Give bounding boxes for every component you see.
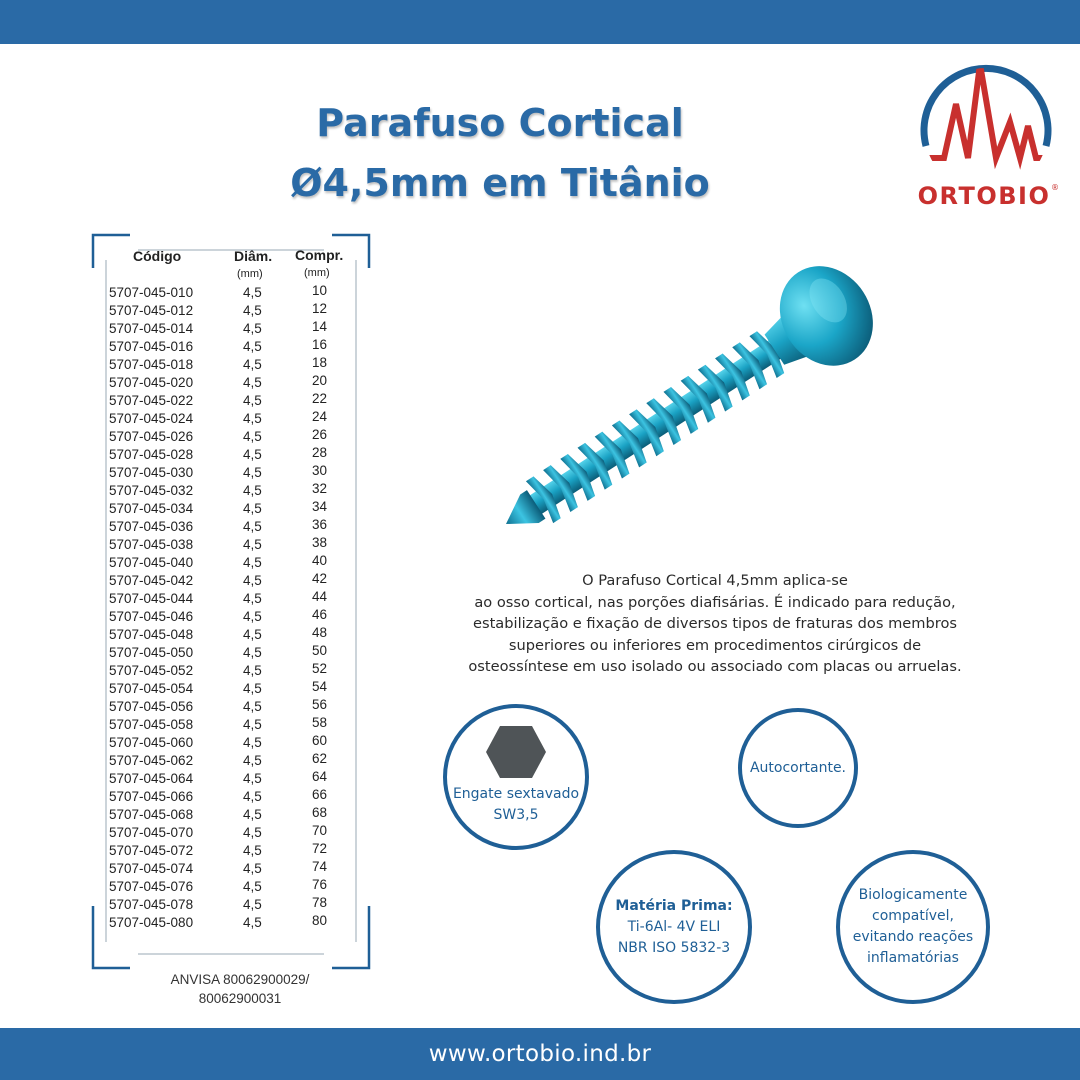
diameter-cell: 4,5 <box>243 321 262 336</box>
diameter-cell: 4,5 <box>243 717 262 732</box>
code-cell: 5707-045-016 <box>109 339 194 354</box>
diameter-cell: 4,5 <box>243 645 262 660</box>
length-cell: 68 <box>312 805 328 820</box>
table-row <box>106 860 356 878</box>
table-row <box>106 608 356 626</box>
code-cell: 5707-045-062 <box>109 753 194 768</box>
header-diameter: Diâm. <box>234 248 273 264</box>
diameter-cell: 4,5 <box>243 339 262 354</box>
table-row <box>106 896 356 914</box>
diameter-cell: 4,5 <box>243 735 262 750</box>
hexagon-icon <box>485 724 547 780</box>
code-cell: 5707-045-034 <box>109 501 194 516</box>
length-cell: 14 <box>312 319 328 334</box>
feature-bio-line1: Biologicamente <box>858 887 968 903</box>
code-cell: 5707-045-056 <box>109 699 194 714</box>
diameter-cell: 4,5 <box>243 591 262 606</box>
feature-material-alloy: Ti-6Al- 4V ELI <box>627 918 721 935</box>
registered-mark: ® <box>1051 183 1059 192</box>
code-cell: 5707-045-048 <box>109 627 194 642</box>
code-cell: 5707-045-076 <box>109 879 194 894</box>
length-cell: 44 <box>312 589 328 604</box>
code-cell: 5707-045-060 <box>109 735 194 750</box>
length-cell: 30 <box>312 463 328 478</box>
diameter-cell: 4,5 <box>243 375 262 390</box>
diameter-cell: 4,5 <box>243 771 262 786</box>
code-cell: 5707-045-068 <box>109 807 194 822</box>
length-cell: 66 <box>312 787 328 802</box>
diameter-cell: 4,5 <box>243 411 262 426</box>
diameter-cell: 4,5 <box>243 681 262 696</box>
table-row <box>106 464 356 482</box>
table-row <box>106 356 356 374</box>
diameter-cell: 4,5 <box>243 429 262 444</box>
diameter-cell: 4,5 <box>243 555 262 570</box>
table-row <box>106 824 356 842</box>
feature-self-tapping <box>738 708 858 828</box>
footer-banner <box>0 1028 1080 1080</box>
length-cell: 28 <box>312 445 328 460</box>
table-row <box>106 626 356 644</box>
table-row <box>106 590 356 608</box>
diameter-cell: 4,5 <box>243 447 262 462</box>
page-title-line2: Ø4,5mm em Titânio <box>290 161 710 205</box>
code-cell: 5707-045-022 <box>109 393 194 408</box>
feature-bio-line4: inflamatórias <box>867 950 959 966</box>
code-cell: 5707-045-026 <box>109 429 194 444</box>
table-row <box>106 644 356 662</box>
code-cell: 5707-045-070 <box>109 825 194 840</box>
table-row <box>106 428 356 446</box>
diameter-cell: 4,5 <box>243 897 262 912</box>
header-diameter-unit: (mm) <box>237 268 263 280</box>
table-row <box>106 806 356 824</box>
code-cell: 5707-045-036 <box>109 519 194 534</box>
table-row <box>106 662 356 680</box>
description-line4: superiores ou inferiores em procedimentos cirúrgicos de <box>508 636 922 654</box>
table-row <box>106 446 356 464</box>
table-row <box>106 878 356 896</box>
length-cell: 54 <box>312 679 328 694</box>
table-row <box>106 770 356 788</box>
product-description <box>450 570 980 678</box>
code-cell: 5707-045-042 <box>109 573 194 588</box>
table-row <box>106 410 356 428</box>
code-cell: 5707-045-044 <box>109 591 194 606</box>
diameter-cell: 4,5 <box>243 537 262 552</box>
table-row <box>106 554 356 572</box>
diameter-cell: 4,5 <box>243 789 262 804</box>
diameter-cell: 4,5 <box>243 825 262 840</box>
diameter-cell: 4,5 <box>243 663 262 678</box>
diameter-cell: 4,5 <box>243 627 262 642</box>
header-code: Código <box>133 248 182 264</box>
diameter-cell: 4,5 <box>243 303 262 318</box>
table-row <box>106 500 356 518</box>
length-cell: 32 <box>312 481 328 496</box>
code-cell: 5707-045-080 <box>109 915 194 930</box>
table-row <box>106 788 356 806</box>
table-row <box>106 734 356 752</box>
diameter-cell: 4,5 <box>243 843 262 858</box>
length-cell: 62 <box>312 751 328 766</box>
diameter-cell: 4,5 <box>243 501 262 516</box>
diameter-cell: 4,5 <box>243 573 262 588</box>
length-cell: 12 <box>312 301 328 316</box>
page-title-line1: Parafuso Cortical <box>316 101 684 145</box>
description-line3: estabilização e fixação de diversos tipos de fraturas dos membros <box>473 615 957 633</box>
code-cell: 5707-045-054 <box>109 681 194 696</box>
code-cell: 5707-045-028 <box>109 447 194 462</box>
table-row <box>106 680 356 698</box>
length-cell: 34 <box>312 499 328 514</box>
code-cell: 5707-045-074 <box>109 861 194 876</box>
code-cell: 5707-045-032 <box>109 483 194 498</box>
logo-text: ORTOBIO <box>917 182 1051 210</box>
description-line2: ao osso cortical, nas porções diafisárias. É indicado para redução, <box>474 593 956 611</box>
code-cell: 5707-045-010 <box>109 285 194 300</box>
code-cell: 5707-045-058 <box>109 717 194 732</box>
code-cell: 5707-045-014 <box>109 321 194 336</box>
length-cell: 42 <box>312 571 328 586</box>
length-cell: 80 <box>312 913 328 928</box>
code-cell: 5707-045-020 <box>109 375 194 390</box>
feature-bio-line3: evitando reações <box>852 929 974 945</box>
top-banner <box>0 0 1080 44</box>
anvisa-line2: 80062900031 <box>198 991 282 1006</box>
length-cell: 22 <box>312 391 328 406</box>
diameter-cell: 4,5 <box>243 285 262 300</box>
code-cell: 5707-045-078 <box>109 897 194 912</box>
table-row <box>106 752 356 770</box>
length-cell: 10 <box>312 283 328 298</box>
code-cell: 5707-045-072 <box>109 843 194 858</box>
length-cell: 52 <box>312 661 328 676</box>
code-cell: 5707-045-064 <box>109 771 194 786</box>
diameter-cell: 4,5 <box>243 807 262 822</box>
table-row <box>106 302 356 320</box>
description-line5: osteossíntese em uso isolado ou associado com placas ou arruelas. <box>468 658 962 676</box>
diameter-cell: 4,5 <box>243 609 262 624</box>
table-row <box>106 914 356 932</box>
length-cell: 70 <box>312 823 328 838</box>
table-row <box>106 284 356 302</box>
feature-hex-drive <box>443 704 589 850</box>
feature-self-tapping-label: Autocortante. <box>749 759 847 776</box>
length-cell: 18 <box>312 355 328 370</box>
header-length-unit: (mm) <box>304 267 330 279</box>
feature-material <box>596 850 752 1004</box>
code-cell: 5707-045-066 <box>109 789 194 804</box>
product-table <box>106 284 356 932</box>
code-cell: 5707-045-040 <box>109 555 194 570</box>
code-cell: 5707-045-052 <box>109 663 194 678</box>
feature-material-standard: NBR ISO 5832-3 <box>617 939 731 956</box>
code-cell: 5707-045-024 <box>109 411 194 426</box>
table-row <box>106 716 356 734</box>
length-cell: 76 <box>312 877 328 892</box>
code-cell: 5707-045-046 <box>109 609 194 624</box>
length-cell: 36 <box>312 517 328 532</box>
length-cell: 60 <box>312 733 328 748</box>
length-cell: 74 <box>312 859 328 874</box>
length-cell: 56 <box>312 697 328 712</box>
length-cell: 50 <box>312 643 328 658</box>
description-line1: O Parafuso Cortical 4,5mm aplica-se <box>582 572 848 589</box>
table-row <box>106 842 356 860</box>
diameter-cell: 4,5 <box>243 519 262 534</box>
cortical-screw-image <box>470 228 930 538</box>
length-cell: 58 <box>312 715 328 730</box>
table-row <box>106 392 356 410</box>
code-cell: 5707-045-018 <box>109 357 194 372</box>
diameter-cell: 4,5 <box>243 393 262 408</box>
length-cell: 20 <box>312 373 328 388</box>
length-cell: 16 <box>312 337 328 352</box>
feature-hex-line2: SW3,5 <box>493 807 539 823</box>
table-row <box>106 572 356 590</box>
diameter-cell: 4,5 <box>243 879 262 894</box>
diameter-cell: 4,5 <box>243 915 262 930</box>
length-cell: 24 <box>312 409 328 424</box>
table-row <box>106 374 356 392</box>
anvisa-registration <box>130 970 350 1008</box>
code-cell: 5707-045-030 <box>109 465 194 480</box>
feature-bio-line2: compatível, <box>872 908 954 924</box>
anvisa-line1: ANVISA 80062900029/ <box>170 972 310 987</box>
length-cell: 40 <box>312 553 328 568</box>
table-row <box>106 338 356 356</box>
length-cell: 78 <box>312 895 328 910</box>
table-row <box>106 698 356 716</box>
diameter-cell: 4,5 <box>243 753 262 768</box>
table-row <box>106 536 356 554</box>
diameter-cell: 4,5 <box>243 465 262 480</box>
length-cell: 46 <box>312 607 328 622</box>
diameter-cell: 4,5 <box>243 861 262 876</box>
table-row <box>106 482 356 500</box>
code-cell: 5707-045-012 <box>109 303 194 318</box>
length-cell: 38 <box>312 535 328 550</box>
code-cell: 5707-045-038 <box>109 537 194 552</box>
feature-hex-line1: Engate sextavado <box>452 786 580 802</box>
table-row <box>106 518 356 536</box>
feature-material-title: Matéria Prima: <box>615 897 733 914</box>
length-cell: 48 <box>312 625 328 640</box>
table-row <box>106 320 356 338</box>
header-length: Compr. <box>295 247 344 263</box>
length-cell: 26 <box>312 427 328 442</box>
length-cell: 72 <box>312 841 328 856</box>
diameter-cell: 4,5 <box>243 357 262 372</box>
website-link[interactable]: www.ortobio.ind.br <box>428 1041 652 1067</box>
code-cell: 5707-045-050 <box>109 645 194 660</box>
diameter-cell: 4,5 <box>243 699 262 714</box>
ortobio-logo <box>912 60 1060 210</box>
diameter-cell: 4,5 <box>243 483 262 498</box>
length-cell: 64 <box>312 769 328 784</box>
feature-biocompatible <box>836 850 990 1004</box>
